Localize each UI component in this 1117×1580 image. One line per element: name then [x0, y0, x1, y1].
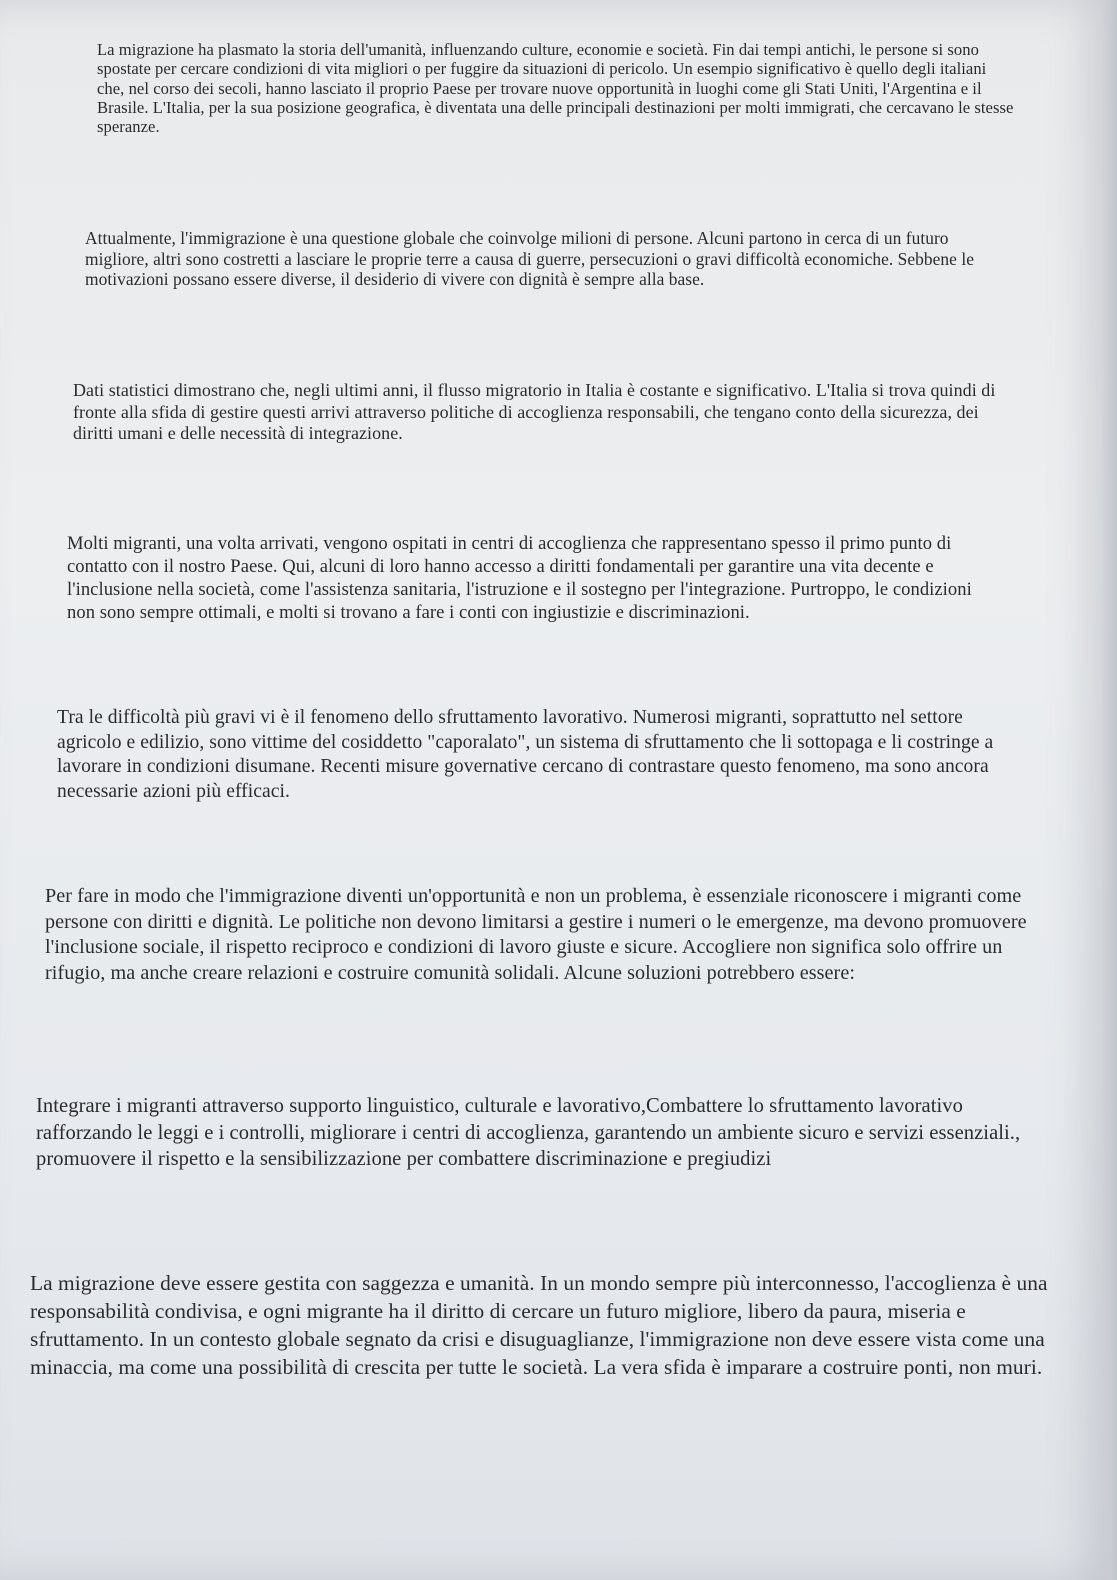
paragraph-3: Dati statistici dimostrano che, negli ultimi anni, il flusso migratorio in Italia è costante e significativo. L'Italia si trova quindi di fronte alla sfida di gestire questi arrivi attraverso politiche di accoglienza responsabili, che tengano conto della sicurezza, dei diritti umani e delle necessità di integrazione. [73, 380, 996, 443]
paragraph-7: Integrare i migranti attraverso supporto linguistico, culturale e lavorativo,Combattere lo sfruttamento lavorativo rafforzando le leggi e i controlli, migliorare i centri di accoglienza, garantendo un ambiente sicuro e servizi essenziali., promuovere il rispetto e la sensibilizzazione per combattere discriminazione e pregiudizi [36, 1095, 1021, 1170]
paragraph-5: Tra le difficoltà più gravi vi è il fenomeno dello sfruttamento lavorativo. Numerosi migranti, soprattutto nel settore agricolo e edilizio, sono vittime del cosiddetto "caporalato", un sistema di sfruttamento che li sottopaga e li costringe a lavorare in condizioni disumane. Recenti misure governative cercano di contrastare questo fenomeno, ma sono ancora necessarie azioni più efficaci. [57, 707, 994, 802]
paragraph-6: Per fare in modo che l'immigrazione diventi un'opportunità e non un problema, è essenziale riconoscere i migranti come persone con diritti e dignità. Le politiche non devono limitarsi a gestire i numeri o le emergenze, ma devono promuovere l'inclusione sociale, il rispetto reciproco e condizioni di lavoro giuste e sicure. Accogliere non significa solo offrire un rifugio, ma anche creare relazioni e costruire comunità solidali. Alcune soluzioni potrebbero essere: [45, 885, 1027, 984]
paragraph-2: Attualmente, l'immigrazione è una questione globale che coinvolge milioni di persone. Alcuni partono in cerca di un futuro migliore, altri sono costretti a lasciare le proprie terre a causa di guerre, persecuzioni o gravi difficoltà economiche. Sebbene le motivazioni possano essere diverse, il desiderio di vivere con dignità è sempre alla base. [85, 228, 974, 290]
paragraph-8: La migrazione deve essere gestita con saggezza e umanità. In un mondo sempre più interconnesso, l'accoglienza è una responsabilità condivisa, e ogni migrante ha il diritto di cercare un futuro migliore, libero da paura, miseria e sfruttamento. In un contesto globale segnato da crisi e disuguaglianze, l'immigrazione non deve essere vista come una minaccia, ma come una possibilità di crescita per tutte le società. La vera sfida è imparare a costruire ponti, non muri. [30, 1271, 1048, 1379]
paragraph-1: La migrazione ha plasmato la storia dell'umanità, influenzando culture, economie e società. Fin dai tempi antichi, le persone si sono spostate per cercare condizioni di vita migliori o per fuggire da situazioni di pericolo. Un esempio significativo è quello degli italiani che, nel corso dei secoli, hanno lasciato il proprio Paese per trovare nuove opportunità in luoghi come gli Stati Uniti, l'Argentina e il Brasile. L'Italia, per la sua posizione geografica, è diventata una delle principali destinazioni per molti immigrati, che cercavano le stesse speranze. [97, 40, 1014, 137]
paragraph-4: Molti migranti, una volta arrivati, vengono ospitati in centri di accoglienza che rappresentano spesso il primo punto di contatto con il nostro Paese. Qui, alcuni di loro hanno accesso a diritti fondamentali per garantire una vita decente e l'inclusione nella società, come l'assistenza sanitaria, l'istruzione e il sostegno per l'integrazione. Purtroppo, le condizioni non sono sempre ottimali, e molti si trovano a fare i conti con ingiustizie e discriminazioni. [67, 533, 972, 623]
page-edge-shadow [1101, 0, 1117, 1580]
